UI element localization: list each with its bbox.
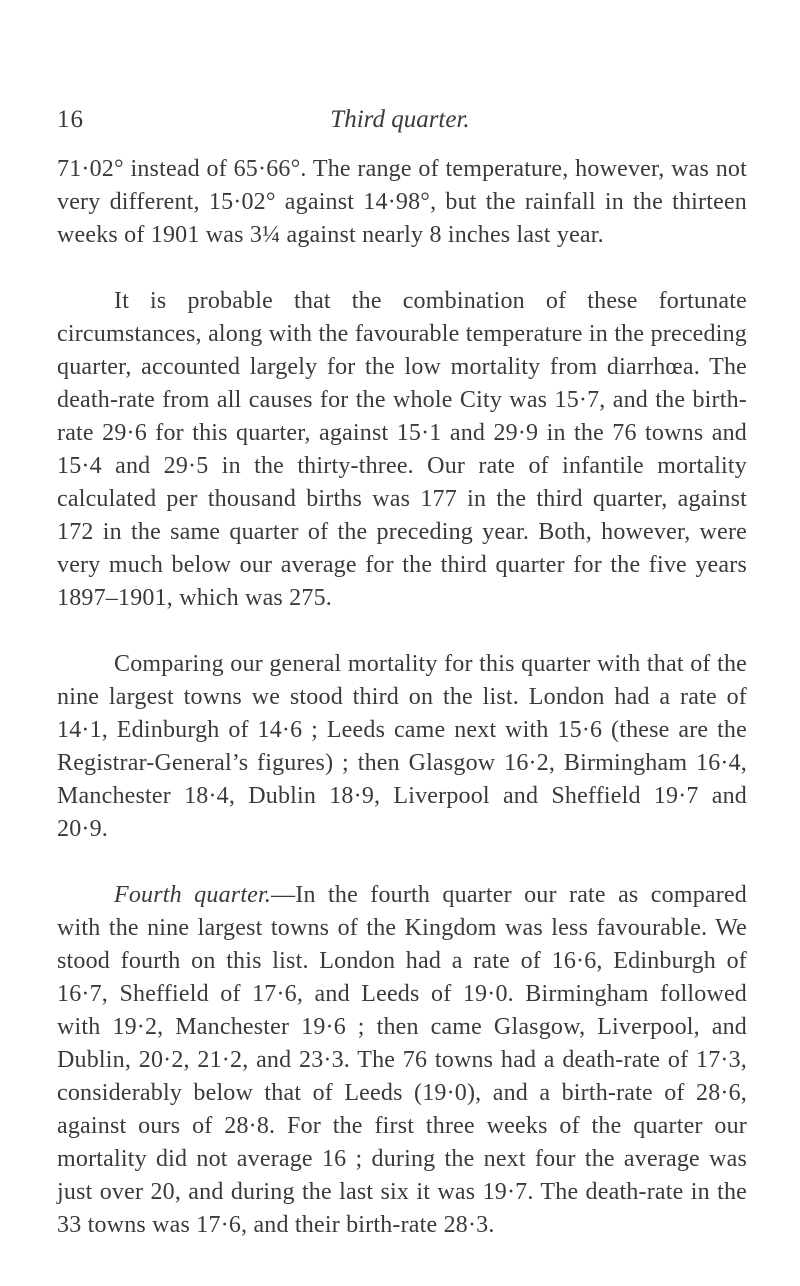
paragraph-continuation: 71·02° instead of 65·66°. The range of temperature, however, was not very different, 15·02° against 14·98°, but the rainfall in the thirteen weeks of 1901 was 3¼ against nearly 8 inches last year. xyxy=(57,156,747,248)
paragraph-town-comparison: Comparing our general mortality for this quarter with that of the nine largest towns we stood third on the list. London had a rate of 14·1, Edinburgh of 14·6 ; Leeds came next with 15·6 (these are the Registrar-General’s figures) ; then Glasgow 16·2, Birmingham 16·4, Manchester 18·4, Dublin 18·9, Liverpool and Sheffield 19·7 and 20·9. xyxy=(57,651,747,842)
running-title: Third quarter. xyxy=(330,106,470,133)
page-number: 16 xyxy=(57,106,84,133)
section-lead-fourth-quarter: Fourth quarter. xyxy=(114,882,272,908)
paragraph-fourth-quarter-text: —In the fourth quarter our rate as compared with the nine largest towns of the Kingdom was less favourable. We stood fourth on this list. London had a rate of 16·6, Edinburgh of 16·7, Sheffield of 17·6, and Leeds of 19·0. Birmingham followed with 19·2, Manchester 19·6 ; then came Glasgow, Liverpool, and Dublin, 20·2, 21·2, and 23·3. The 76 towns had a death-rate of 17·3, considerably below that of Leeds (19·0), and a birth-rate of 28·6, against ours of 28·8. For the first three weeks of the quarter our mortality did not average 16 ; during the next four the average was just over 20, and during the last six it was 19·7. The death-rate in the 33 towns was 17·6, and their birth-rate 28·3. xyxy=(57,882,747,1238)
paragraph-fourth-quarter xyxy=(57,879,747,1242)
paragraph-mortality-diarrhoea: It is probable that the combination of these fortunate circumstances, along with the favourable temperature in the preceding quarter, accounted largely for the low mortality from diarrhœa. The death-rate from all causes for the whole City was 15·7, and the birth-rate 29·6 for this quarter, against 15·1 and 29·9 in the 76 towns and 15·4 and 29·5 in the thirty-three. Our rate of infantile mortality calculated per thousand births was 177 in the third quarter, against 172 in the same quarter of the preceding year. Both, however, were very much below our average for the third quarter for the five years 1897–1901, which was 275. xyxy=(57,288,747,611)
running-head xyxy=(0,106,800,136)
body-text xyxy=(57,153,747,1242)
